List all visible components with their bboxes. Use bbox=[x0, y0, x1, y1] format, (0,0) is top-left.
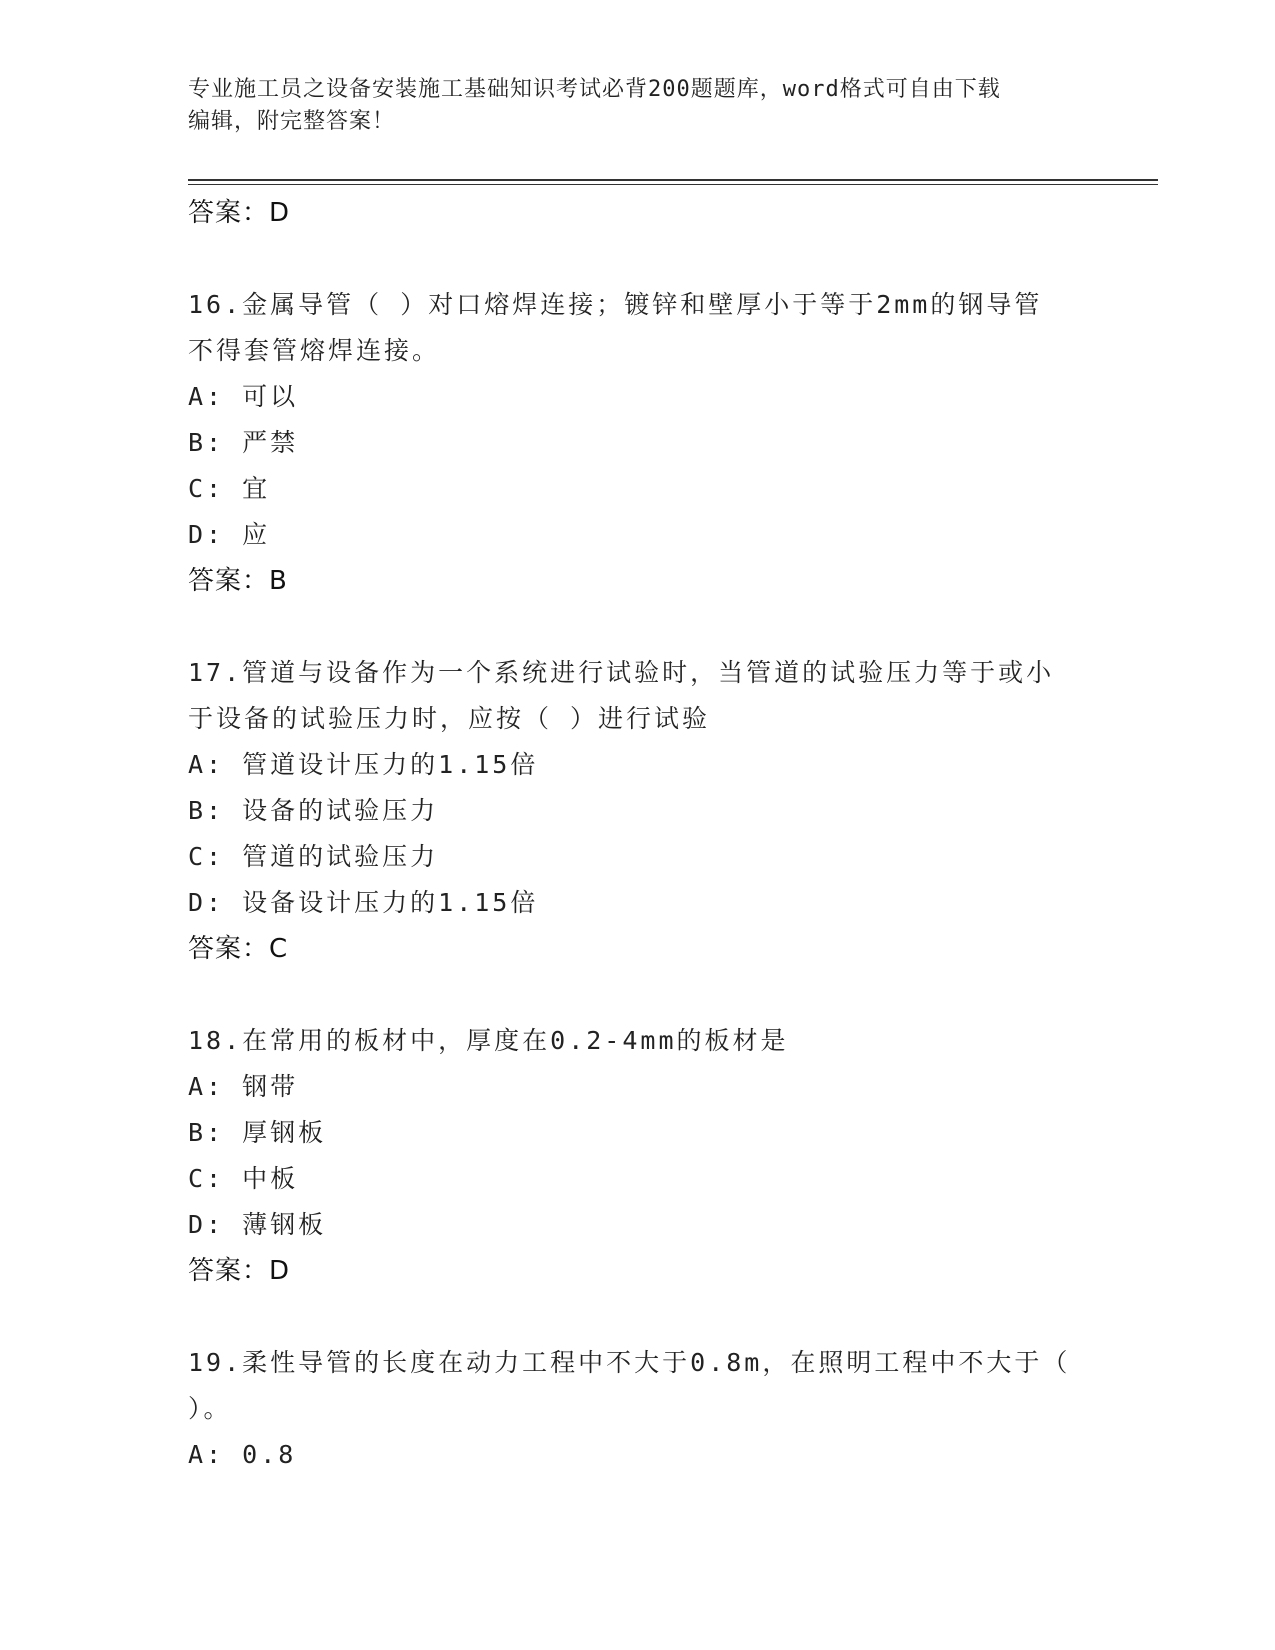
question-text-line: 16.金属导管（ ）对口熔焊连接；镀锌和壁厚小于等于2mm的钢导管 bbox=[188, 290, 1043, 319]
option-c: C: 管道的试验压力 bbox=[188, 842, 439, 871]
spacer bbox=[188, 972, 1088, 1018]
question-text-line: ）。 bbox=[188, 1394, 232, 1423]
question-text-line: 于设备的试验压力时，应按（ ）进行试验 bbox=[188, 704, 711, 733]
spacer bbox=[188, 236, 1088, 282]
question-text-line: 19.柔性导管的长度在动力工程中不大于0.8m，在照明工程中不大于（ bbox=[188, 1348, 1071, 1377]
header-rule-thick bbox=[188, 179, 1158, 181]
question-17 bbox=[188, 650, 1088, 972]
option-d: D: 薄钢板 bbox=[188, 1210, 327, 1239]
spacer bbox=[188, 604, 1088, 650]
option-a: A: 0.8 bbox=[188, 1440, 297, 1469]
option-a: A: 钢带 bbox=[188, 1072, 299, 1101]
answer: 答案：C bbox=[188, 934, 289, 964]
header-title-line-1: 专业施工员之设备安装施工基础知识考试必背200题题库，word格式可自由下载 bbox=[188, 77, 1001, 102]
document-header bbox=[188, 74, 1088, 138]
option-c: C: 宜 bbox=[188, 474, 271, 503]
question-list bbox=[188, 190, 1088, 1478]
option-a: A: 可以 bbox=[188, 382, 299, 411]
option-a: A: 管道设计压力的1.15倍 bbox=[188, 750, 539, 779]
spacer bbox=[188, 1294, 1088, 1340]
question-text-line: 17.管道与设备作为一个系统进行试验时，当管道的试验压力等于或小 bbox=[188, 658, 1055, 687]
question-19 bbox=[188, 1340, 1088, 1478]
question-text-line: 18.在常用的板材中，厚度在0.2-4mm的板材是 bbox=[188, 1026, 789, 1055]
option-b: B: 设备的试验压力 bbox=[188, 796, 439, 825]
option-b: B: 厚钢板 bbox=[188, 1118, 327, 1147]
question-18 bbox=[188, 1018, 1088, 1294]
question-16 bbox=[188, 282, 1088, 604]
previous-answer: 答案：D bbox=[188, 198, 291, 228]
header-rule-thin bbox=[188, 184, 1158, 185]
option-d: D: 应 bbox=[188, 520, 271, 549]
option-d: D: 设备设计压力的1.15倍 bbox=[188, 888, 539, 917]
question-text-line: 不得套管熔焊连接。 bbox=[188, 336, 441, 365]
option-c: C: 中板 bbox=[188, 1164, 299, 1193]
option-b: B: 严禁 bbox=[188, 428, 299, 457]
header-title-line-2: 编辑，附完整答案！ bbox=[188, 109, 396, 134]
answer: 答案：B bbox=[188, 566, 288, 596]
answer: 答案：D bbox=[188, 1256, 291, 1286]
